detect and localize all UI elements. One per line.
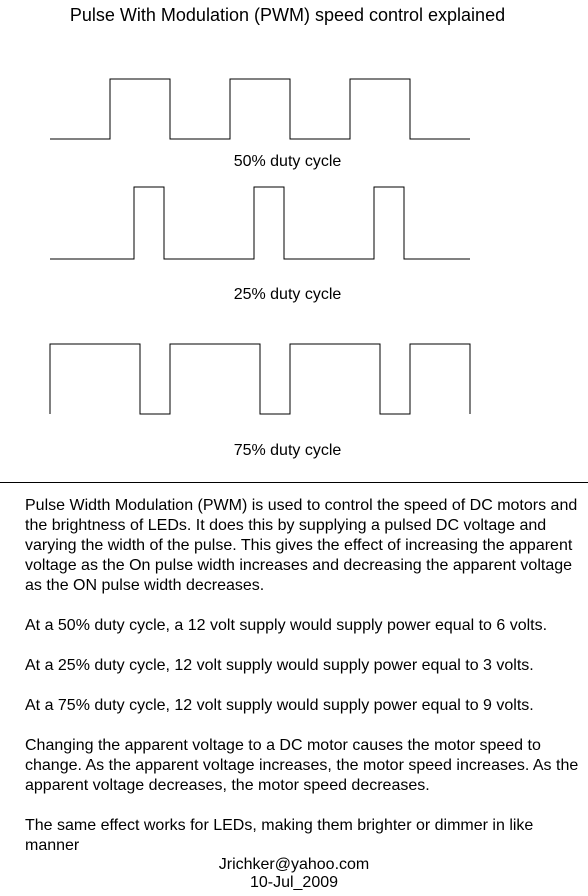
waveform-75-percent: [50, 344, 470, 414]
caption-75-percent: 75% duty cycle: [233, 442, 342, 459]
intro-paragraph: Pulse Width Modulation (PWM) is used to control the speed of DC motors and the brightness of LEDs. It does this by supplying a pulsed DC voltage and varying the width of the pulse. This gives the effect of increasing the apparent voltage as the On pulse width increases and decreasing the apparent voltage as the ON pulse width decreases.: [25, 497, 578, 594]
caption-25-percent: 25% duty cycle: [233, 286, 342, 303]
page-title: Pulse With Modulation (PWM) speed control explained: [69, 5, 506, 25]
author-email: Jrichker@yahoo.com: [218, 856, 370, 873]
duty-50-paragraph: At a 50% duty cycle, a 12 volt supply would supply power equal to 6 volts.: [25, 617, 548, 634]
date-stamp: 10-Jul_2009: [249, 874, 339, 891]
motor-paragraph: Changing the apparent voltage to a DC motor causes the motor speed to change. As the apparent voltage increases, the motor speed increases. As the apparent voltage decreases, the motor speed decreases.: [25, 737, 579, 794]
section-divider: [0, 482, 588, 483]
duty-25-paragraph: At a 25% duty cycle, 12 volt supply would supply power equal to 3 volts.: [25, 657, 534, 674]
duty-75-paragraph: At a 75% duty cycle, 12 volt supply would supply power equal to 9 volts.: [25, 697, 534, 714]
led-paragraph: The same effect works for LEDs, making them brighter or dimmer in like manner: [25, 817, 534, 854]
caption-50-percent: 50% duty cycle: [233, 153, 342, 170]
waveform-50-percent: [50, 79, 470, 139]
waveform-25-percent: [50, 187, 470, 259]
